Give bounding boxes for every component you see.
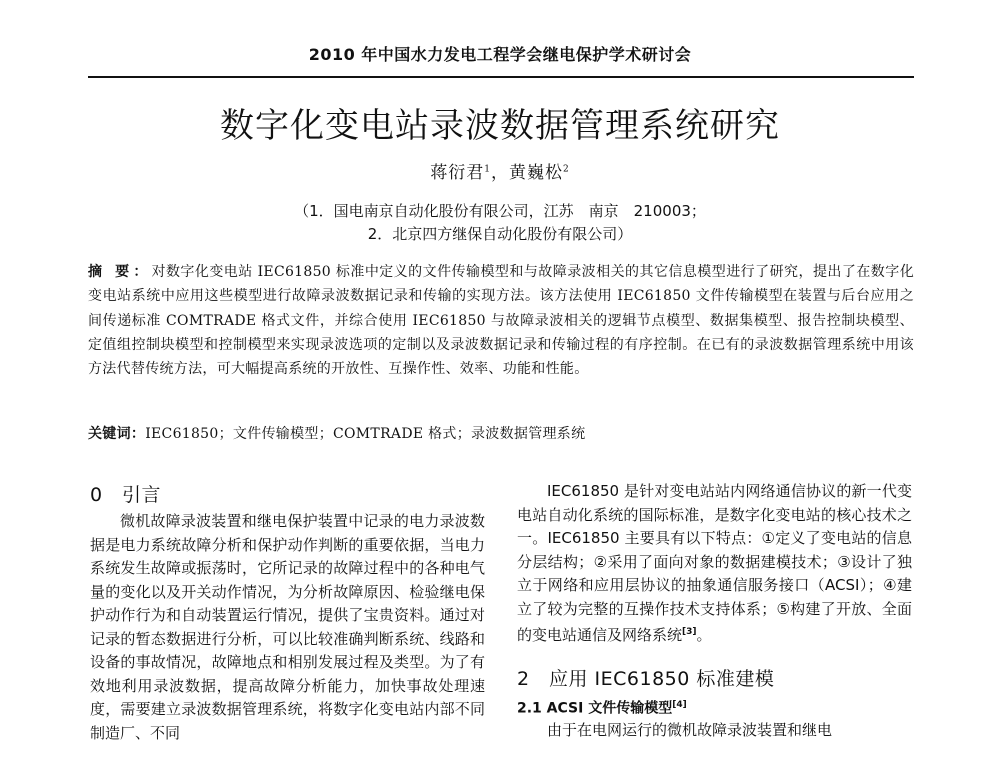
paper-title: 数字化变电站录波数据管理系统研究 bbox=[220, 106, 780, 146]
abstract bbox=[88, 260, 914, 381]
section-0-title: 引言 bbox=[122, 484, 162, 506]
author-1: 蒋衍君 bbox=[430, 163, 485, 183]
section-2-heading bbox=[517, 664, 912, 694]
reference-3: [3] bbox=[682, 627, 697, 637]
left-column bbox=[90, 480, 485, 745]
right-column bbox=[517, 480, 912, 743]
section-0-number: 0 bbox=[90, 484, 103, 506]
section-gap bbox=[517, 648, 912, 664]
abstract-text: 对数字化变电站 IEC61850 标准中定义的文件传输模型和与故障录波相关的其它信息模型进行了研究，提出了在数字化变电站系统中应用这些模型进行故障录波数据记录和传输的实现方法。该方法使用 IEC61850 文件传输模型在装置与后台应用之间传递标准 COMTRADE 格式文件，并综合使用 IEC61850 与故障录波相关的逻辑节点模型、数据集模型、报告控制块模型、定值组控制块模型和控制模型来实现录波选项的定制以及录波数据记录和传输过程的有序控制。在已有的录波数据管理系统中用该方法代替传统方法，可大幅提高系统的开放性、互操作性、效率、功能和性能。 bbox=[88, 264, 914, 378]
affiliation-2: 2．北京四方继保自动化股份有限公司） bbox=[367, 225, 633, 243]
author-1-affiliation-mark: 1 bbox=[484, 164, 491, 175]
keywords bbox=[88, 423, 914, 443]
iec61850-intro-text: IEC61850 是针对变电站站内网络通信协议的新一代变电站自动化系统的国际标准，是数字化变电站的核心技术之一。IEC61850 主要具有以下特点：①定义了变电站的信息分层结构；②采用了面向对象的数据建模技术；③设计了独立于网络和应用层协议的抽象通信服务接口（ACSI）；④建立了较为完整的互操作技术支持体系；⑤构建了开放、全面的变电站通信及网络系统 bbox=[517, 482, 912, 644]
section-2-number: 2 bbox=[517, 667, 530, 690]
section-0-paragraph: 微机故障录波装置和继电保护装置中记录的电力录波数据是电力系统故障分析和保护动作判断的重要依据，当电力系统发生故障或振荡时，它所记录的故障过程中的各种电气量的变化以及开关动作情况，为分析故障原因、检验继电保护动作行为和自动装置运行情况，提供了宝贵资料。通过对记录的暂态数据进行分析，可以比较准确判断系统、线路和设备的事故情况，故障地点和相别发展过程及类型。为了有效地利用录波数据，提高故障分析能力，加快事故处理速度，需要建立录波数据管理系统，将数字化变电站内部不同制造厂、不同 bbox=[90, 512, 485, 742]
section-0-heading bbox=[90, 480, 485, 510]
reference-4: [4] bbox=[672, 699, 687, 710]
author-2: 黄巍松 bbox=[509, 163, 563, 183]
iec61850-intro-end: 。 bbox=[696, 626, 712, 644]
header-divider bbox=[88, 76, 914, 78]
iec61850-intro-paragraph bbox=[517, 480, 912, 648]
author-line bbox=[0, 158, 1000, 183]
section-2-1-heading bbox=[517, 694, 912, 720]
author-2-affiliation-mark: 2 bbox=[563, 164, 570, 175]
author-separator: ， bbox=[491, 163, 509, 183]
conference-header: 2010 年中国水力发电工程学会继电保护学术研讨会 bbox=[308, 45, 692, 64]
keywords-label: 关键词： bbox=[88, 426, 146, 442]
section-2-1-title: 2.1 ACSI 文件传输模型 bbox=[517, 700, 673, 717]
section-2-title: 应用 IEC61850 标准建模 bbox=[549, 667, 775, 690]
abstract-label: 摘 要： bbox=[88, 264, 152, 280]
keywords-text: IEC61850；文件传输模型；COMTRADE 格式；录波数据管理系统 bbox=[145, 426, 586, 442]
section-2-1-paragraph: 由于在电网运行的微机故障录波装置和继电 bbox=[547, 721, 833, 740]
affiliation-1: （1．国电南京自动化股份有限公司，江苏 南京 210003； bbox=[294, 202, 706, 220]
